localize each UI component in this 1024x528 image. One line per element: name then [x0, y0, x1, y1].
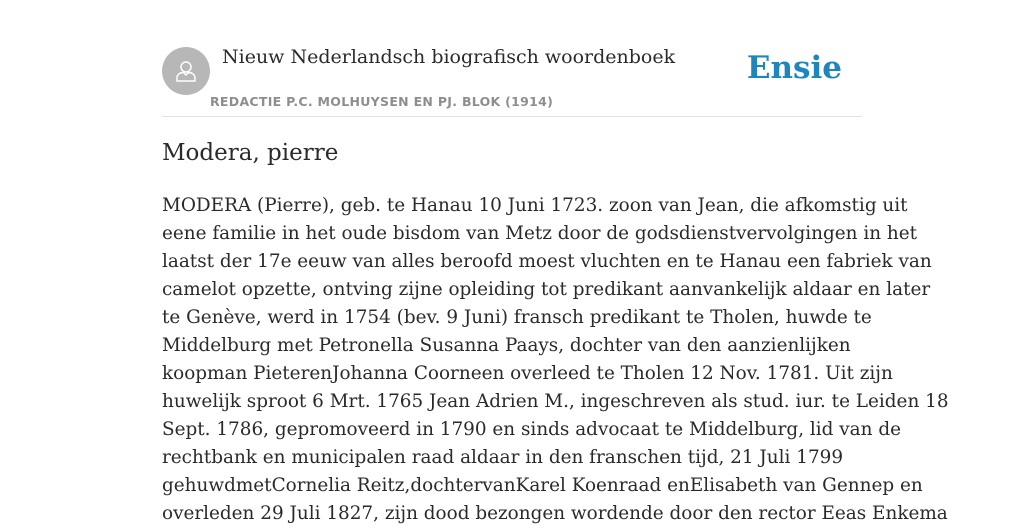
- entry-text-line: te Genève, werd in 1754 (bev. 9 Juni) fransch predikant te Tholen, huwde te: [162, 307, 872, 328]
- person-outline-icon: [171, 56, 201, 86]
- source-editors: REDACTIE P.C. MOLHUYSEN EN PJ. BLOK (1914): [210, 94, 554, 109]
- entry-text-line: camelot opzette, ontving zijne opleiding tot predikant aanvankelijk aldaar en later: [162, 279, 931, 300]
- entry-title: Modera, pierre: [162, 140, 339, 166]
- entry-text-line: Sept. 1786, gepromoveerd in 1790 en sinds advocaat te Middelburg, lid van de: [162, 419, 901, 440]
- entry-text-line: koopman PieterenJohanna Coorneen overleed te Tholen 12 Nov. 1781. Uit zijn: [162, 363, 893, 384]
- entry-text-line: Middelburg met Petronella Susanna Paays, dochter van den aanzienlijken: [162, 335, 851, 356]
- entry-text-line: laatst der 17e eeuw van alles beroofd moest vluchten en te Hanau een fabriek van: [162, 251, 932, 272]
- entry-text-line: huwelijk sproot 6 Mrt. 1765 Jean Adrien M., ingeschreven als stud. iur. te Leiden 18: [162, 391, 949, 412]
- entry-text-line: overleden 29 Juli 1827, zijn dood bezongen wordende door den rector Eeas Enkema: [162, 503, 948, 524]
- source-header: [162, 0, 862, 117]
- entry-text-line: gehuwdmetCornelia Reitz,dochtervanKarel Koenraad enElisabeth van Gennep en: [162, 475, 923, 496]
- entry-text-line: MODERA (Pierre), geb. te Hanau 10 Juni 1723. zoon van Jean, die afkomstig uit: [162, 195, 908, 216]
- entry-text-line: eene familie in het oude bisdom van Metz door de godsdienstvervolgingen in het: [162, 223, 918, 244]
- source-title-link[interactable]: Nieuw Nederlandsch biografisch woordenboek: [222, 46, 676, 68]
- content-container: [162, 0, 949, 524]
- ensie-logo[interactable]: Ensie: [746, 50, 842, 86]
- entry-body: [162, 192, 949, 528]
- entry-text-line: rechtbank en municipalen raad aldaar in den franschen tijd, 21 Juli 1799: [162, 447, 844, 468]
- user-avatar-icon[interactable]: [162, 47, 210, 95]
